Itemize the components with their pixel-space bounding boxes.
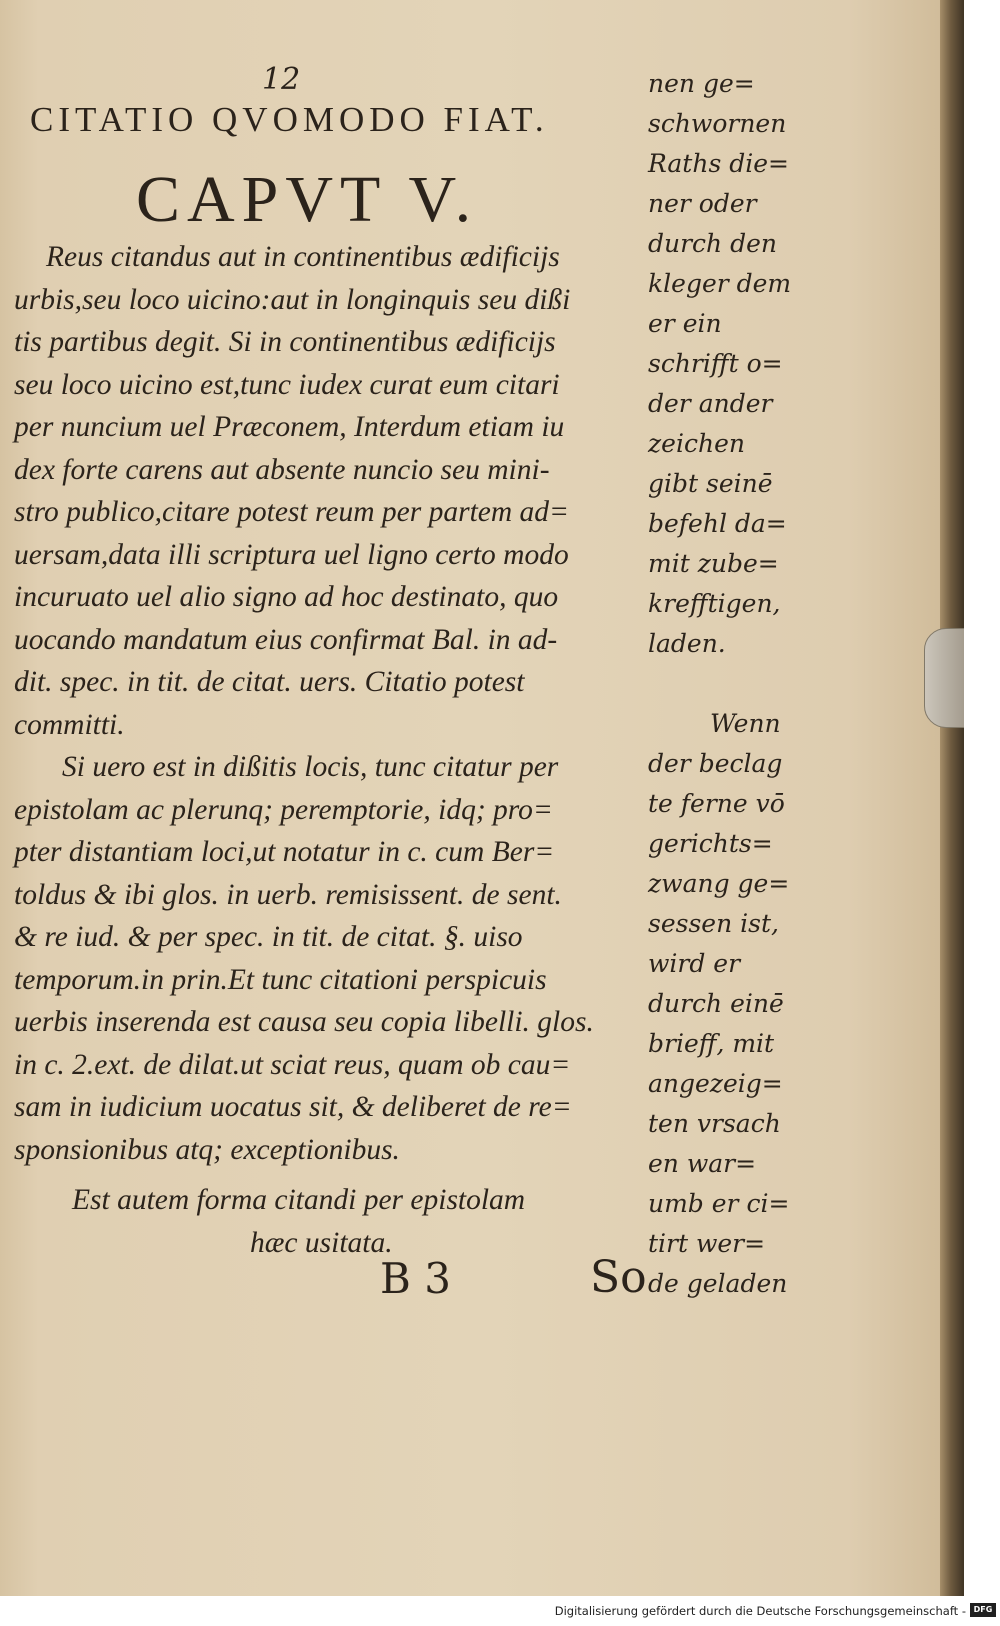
chapter-heading: CAPVT V.: [136, 163, 479, 236]
gloss-line: durch einē: [648, 989, 784, 1018]
gloss-line: befehl da=: [648, 509, 787, 538]
gloss-line: de geladen: [648, 1269, 788, 1298]
gloss-line: krefftigen,: [648, 589, 781, 618]
page-number: 12: [262, 62, 301, 97]
gloss-line: brieff, mit: [648, 1029, 775, 1058]
gloss-line: der ander: [648, 389, 773, 418]
gloss-line: er ein: [648, 309, 722, 338]
gloss-line: zeichen: [648, 429, 745, 458]
text-line: per nuncium uel Præconem, Interdum etiam iu: [14, 411, 565, 443]
text-line: & re iud. & per spec. in tit. de citat. §. uiso: [14, 921, 523, 953]
text-line: uocando mandatum eius confirmat Bal. in ad-: [14, 623, 558, 656]
text-line: hæc usitata.: [250, 1226, 393, 1259]
text-line: stro publico,citare potest reum per partem ad=: [14, 496, 569, 528]
gloss-line: laden.: [648, 629, 726, 658]
text-line: Est autem forma citandi per epistolam: [72, 1184, 526, 1216]
gloss-line: te ferne vō: [648, 789, 785, 818]
text-line: incuruato uel alio signo ad hoc destinato, quo: [14, 581, 559, 613]
text-line: committi.: [14, 708, 125, 741]
text-line: uerbis inserenda est causa seu copia libelli. glos.: [14, 1006, 594, 1038]
text-line: dit. spec. in tit. de citat. uers. Citatio potest: [14, 666, 525, 698]
text-line: temporum.in prin.Et tunc citationi perspicuis: [14, 963, 547, 996]
gloss-line: umb er ci=: [648, 1189, 790, 1218]
gloss-line: mit zube=: [648, 549, 779, 578]
gloss-line: durch den: [648, 229, 778, 258]
marginal-gloss: [648, 64, 826, 1304]
text-line: sponsionibus atq; exceptionibus.: [14, 1133, 400, 1166]
gloss-line: Wenn: [710, 709, 781, 738]
text-line: Si uero est in dißitis locis, tunc citatur per: [62, 751, 559, 783]
text-line: toldus & ibi glos. in uerb. remisissent. de sent.: [14, 878, 562, 911]
gloss-line: nen ge=: [648, 69, 755, 98]
gloss-line: gerichts=: [648, 829, 773, 858]
text-line: urbis,seu loco uicino:aut in longinquis seu dißi: [14, 283, 571, 316]
gloss-line: Raths die=: [648, 149, 789, 178]
gloss-line: en war=: [648, 1149, 757, 1178]
gloss-line: schrifft o=: [648, 349, 783, 378]
running-head: CITATIO QVOMODO FIAT.: [30, 100, 549, 139]
gloss-line: sessen ist,: [648, 909, 779, 938]
text-line: dex forte carens aut absente nuncio seu mini-: [14, 453, 550, 486]
digitization-credit: Digitalisierung gefördert durch die Deutsche Forschungsgemeinschaft -: [554, 1604, 966, 1618]
gloss-line: wird er: [648, 949, 741, 978]
gloss-spacer: [648, 664, 826, 704]
gloss-line: zwang ge=: [648, 869, 790, 898]
text-line: sam in iudicium uocatus sit, & deliberet de re=: [14, 1091, 572, 1123]
dfg-logo: DFG: [970, 1603, 996, 1617]
text-line: epistolam ac plerunq; peremptorie, idq; pro=: [14, 793, 553, 826]
main-text-block: [14, 236, 654, 1264]
catchword: So: [590, 1252, 647, 1303]
gloss-line: schwornen: [648, 109, 787, 138]
clip-tab: [924, 628, 964, 728]
gloss-line: angezeig=: [648, 1069, 783, 1098]
gloss-line: tirt wer=: [648, 1229, 766, 1258]
gloss-line: der beclag: [648, 749, 783, 778]
text-line: in c. 2.ext. de dilat.ut sciat reus, quam ob cau=: [14, 1048, 571, 1081]
gloss-line: kleger dem: [648, 269, 792, 298]
text-line: uersam,data illi scriptura uel ligno certo modo: [14, 538, 569, 571]
gloss-line: ten vrsach: [648, 1109, 781, 1138]
signature-mark: B 3: [380, 1254, 451, 1303]
text-line: Reus citandus aut in continentibus ædificijs: [46, 241, 560, 273]
gloss-line: gibt seinē: [648, 469, 773, 498]
gloss-line: ner oder: [648, 189, 757, 218]
text-line: tis partibus degit. Si in continentibus ædificijs: [14, 326, 556, 358]
text-line: seu loco uicino est,tunc iudex curat eum citari: [14, 368, 560, 401]
text-line: pter distantiam loci,ut notatur in c. cum Ber=: [14, 836, 555, 868]
page-edge: [940, 0, 964, 1596]
